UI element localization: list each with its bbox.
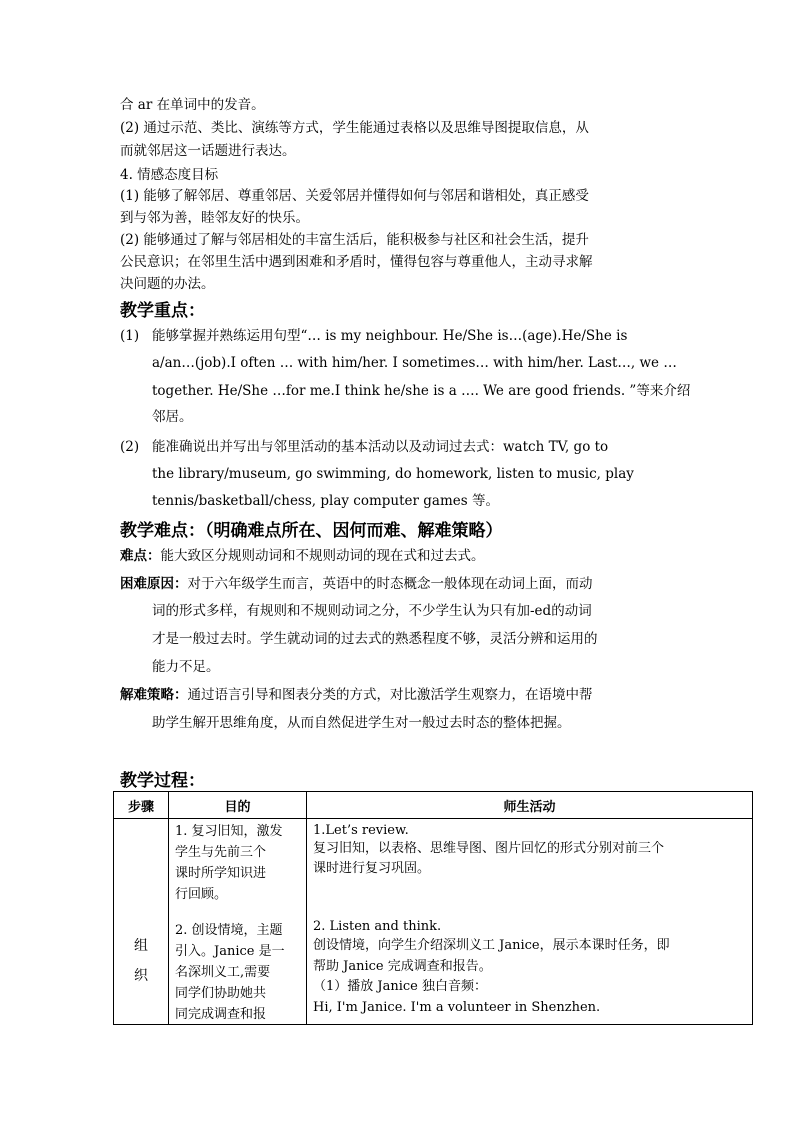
emotion-line-5: 决问题的办法。 [120,276,215,292]
activity-line-4: 2. Listen and think. [313,919,442,934]
emotion-line-4: 公民意识；在邻里生活中遇到困难和矛盾时，懂得包容与尊重他人，主动寻求解 [120,254,593,270]
key-point-1-line-3: together. He/She …for me.I think he/she is a …. We are good friends. ”等来介绍 [152,383,691,399]
strategy-line-2: 助学生解开思维角度，从而自然促进学生对一般过去时态的整体把握。 [152,715,571,731]
purpose-line-1: 1. 复习旧知，激发 [175,824,283,839]
key-point-1-line-2: a/an…(job).I often … with him/her. I sometimes… with him/her. Last…, we … [152,355,677,371]
objectives-line-1: 合 ar 在单词中的发音。 [120,97,265,113]
reason-line-3: 才是一般过去时。学生就动词的过去式的熟悉程度不够，灵活分辨和运用的 [152,631,598,647]
objectives-line-3: 而就邻居这一话题进行表达。 [120,143,296,159]
process-heading: 教学过程： [120,771,205,791]
key-point-1-line-1: 能够掌握并熟练运用句型“… is my neighbour. He/She is…(age).He/She is [152,328,628,344]
strategy-text-1: 通过语言引导和图表分类的方式，对比激活学生观察力，在语境中帮 [187,687,593,703]
key-point-1-number: (1) [120,328,140,344]
emotion-line-3: (2) 能够通过了解与邻居相处的丰富生活后，能积极参与社区和社会生活，提升 [120,232,589,248]
reason-text-1: 对于六年级学生而言，英语中的时态概念一般体现在动词上面，而动 [187,576,593,592]
activity-line-6: 帮助 Janice 完成调查和报告。 [313,959,492,974]
difficulty-label: 难点： [120,548,161,564]
key-point-2-line-1: 能准确说出并写出与邻里活动的基本活动以及动词过去式：watch TV, go to [152,439,609,455]
purpose-line-8: 同学们协助她共 [175,986,267,1001]
table-row [114,819,753,1025]
step-char-2: 织 [134,968,148,984]
strategy-line-1 [120,685,593,705]
key-point-2-line-2: the library/museum, go swimming, do homework, listen to music, play [152,466,634,482]
activity-line-5: 创设情境，向学生介绍深圳义工 Janice，展示本课时任务，即 [313,938,670,953]
purpose-line-7: 名深圳义工,需要 [175,965,271,980]
step-char-1: 组 [134,938,148,954]
purpose-line-2: 学生与先前三个 [175,845,267,860]
key-point-1-line-4: 邻居。 [152,409,193,425]
key-points-heading: 教学重点： [120,301,205,321]
table-header-row [114,792,753,819]
emotion-line-1: (1) 能够了解邻居、尊重邻居、关爱邻居并懂得如何与邻居和谐相处，真正感受 [120,188,589,204]
activity-line-8: Hi, I'm Janice. I'm a volunteer in Shenzhen. [313,1000,601,1015]
reason-line-2: 词的形式多样，有规则和不规则动词之分，不少学生认为只有加-ed的动词 [152,603,592,619]
emotion-goals-title: 4. 情感态度目标 [120,167,219,183]
purpose-line-6: 引入。Janice 是一 [175,944,285,959]
difficulties-heading: 教学难点：（明确难点所在、因何而难、解难策略） [120,521,503,541]
activity-line-2: 复习旧知，以表格、思维导图、图片回忆的形式分别对前三个 [313,841,665,856]
key-point-2-number: (2) [120,439,140,455]
purpose-line-9: 同完成调查和报 [175,1007,267,1022]
purpose-line-3: 课时所学知识进 [175,866,267,881]
emotion-line-2: 到与邻为善，睦邻友好的快乐。 [120,210,309,226]
difficulty-line [120,546,485,566]
header-purpose: 目的 [169,792,307,819]
purpose-line-5: 2. 创设情境，主题 [175,923,283,938]
reason-label: 困难原因： [120,576,188,592]
header-activity: 师生活动 [307,792,753,819]
objectives-line-2: (2) 通过示范、类比、演练等方式，学生能通过表格以及思维导图提取信息，从 [120,120,589,136]
activity-line-1: 1.Let’s review. [313,823,409,838]
reason-line-1 [120,574,593,594]
purpose-line-4: 行回顾。 [175,887,228,902]
difficulty-text: 能大致区分规则动词和不规则动词的现在式和过去式。 [160,548,485,564]
activity-line-3: 课时进行复习巩固。 [313,861,431,876]
purpose-cell [169,819,307,1025]
header-step: 步骤 [114,792,169,819]
activity-cell [307,819,753,1025]
teaching-process-table [113,791,753,1025]
reason-line-4: 能力不足。 [152,659,220,675]
step-cell [114,819,169,1025]
activity-line-7: （1）播放 Janice 独白音频： [313,979,488,994]
strategy-label: 解难策略： [120,687,188,703]
key-point-2-line-3: tennis/basketball/chess, play computer games 等。 [152,493,499,509]
